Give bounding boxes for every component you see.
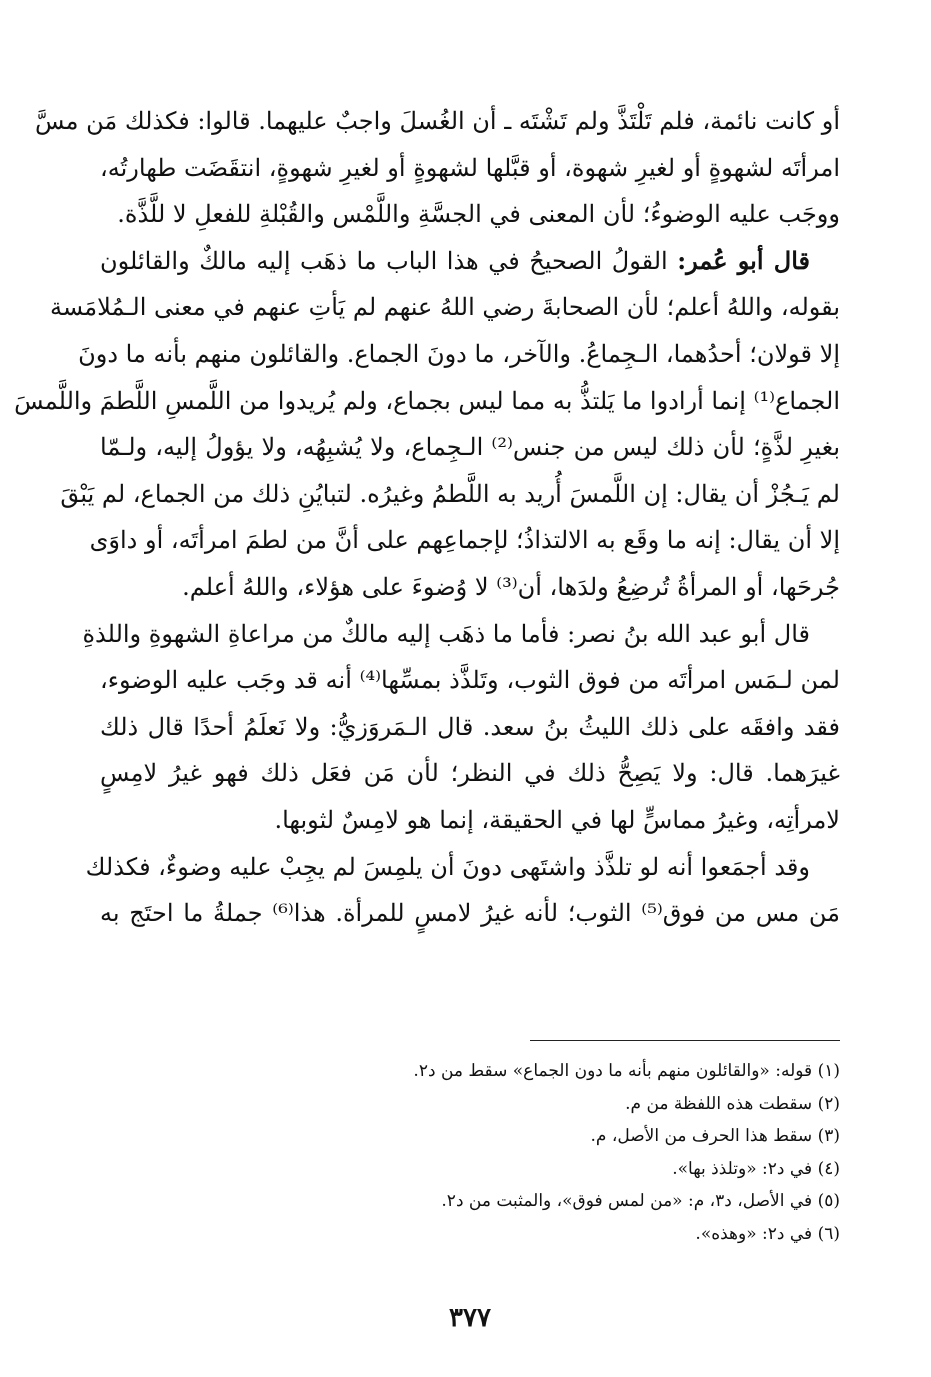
text-line-2: امرأتَه لشهوةٍ أو لغيرِ شهوة، أو قبَّلها لشهوةٍ أو لغيرِ شهوةٍ، انتقَضَت طهارتُه، <box>100 153 840 182</box>
main-text <box>14 98 841 937</box>
text-line-18: مَن مس من فوق⁽⁵⁾ الثوب؛ لأنه غيرُ لامسٍ للمرأة. هذا⁽⁶⁾ جملةُ ما احتَج به <box>100 899 841 928</box>
footnote-1: (١) قوله: «والقائلون منهم بأنه ما دون الجماع» سقط من د٢. <box>413 1061 840 1081</box>
text-line-14: فقد وافقَه على ذلك الليثُ بنُ سعد. قال الـمَروَزيُّ: ولا نَعلَمُ أحدًا قال ذلك <box>100 712 840 741</box>
text-line-1: أو كانت نائمة، فلم تَلْتَذَّ ولم تَشْتَه ـ أن الغُسلَ واجبٌ عليهما. قالوا: فكذلك مَن مسَّ <box>35 107 840 135</box>
text-line-3: ووجَب عليه الوضوءُ؛ لأن المعنى في الجسَّةِ واللَّمْس والقُبْلةِ للفعلِ لا للَّذَّة. <box>117 200 840 229</box>
text-line-12: قال أبو عبد الله بنُ نصر: فأما ما ذهَب إليه مالكٌ من مراعاةِ الشهوةِ واللذةِ <box>82 619 810 648</box>
footnotes <box>360 1055 840 1250</box>
footnote-3: (٣) سقط هذا الحرف من الأصل، م. <box>590 1126 840 1146</box>
page-number: ٣٧٧ <box>449 1303 491 1333</box>
text-line-10: إلا أن يقال: إنه ما وقَع به الالتذاذُ؛ لإجماعِهم على أنَّ من لطمَ امرأتَه، أو داوَى <box>89 526 840 555</box>
text-line-8: بغيرِ لذَّةٍ؛ لأن ذلك ليس من جنس⁽²⁾ الـجِماع، ولا يُشبِهُه، ولا يؤولُ إليه، ولـمّا <box>100 433 840 462</box>
speaker-lead: قال أبو عُمر: <box>677 245 810 275</box>
text-line-11: جُرحَها، أو المرأةُ تُرضِعُ ولدَها، أن⁽³⁾ لا وُضوءَ على هؤلاء، واللهُ أعلم. <box>182 572 840 601</box>
text-line-4: قال أبو عُمر: القولُ الصحيحُ في هذا الباب ما ذهَب إليه مالكٌ والقائلون <box>100 245 810 275</box>
text-line-13: لمن لـمَس امرأتَه من فوق الثوب، وتَلذَّذ بمسِّها⁽⁴⁾ أنه قد وجَب عليه الوضوء، <box>100 666 840 695</box>
text-line-16: لامرأتِه، وغيرُ مماسٍّ لها في الحقيقة، إنما هو لامِسٌ لثوبها. <box>274 805 840 834</box>
text-line-5: بقوله، واللهُ أعلم؛ لأن الصحابةَ رضي اللهُ عنهم لم يَأتِ عنهم في معنى الـمُلامَسة <box>50 293 840 322</box>
text-line-17: وقد أجمَعوا أنه لو تلذَّذ واشتَهى دونَ أن يلمِسَ لم يجِبْ عليه وضوءٌ، فكذلك <box>85 852 810 881</box>
text-line-15: غيرَهما. قال: ولا يَصِحُّ ذلك في النظر؛ لأن مَن فعَل ذلك فهو غيرُ لامِسٍ <box>100 759 840 788</box>
text-line-6: إلا قولان؛ أحدُهما، الـجِماعُ. والآخر، ما دونَ الجماع. والقائلون منهم بأنه ما دونَ <box>78 339 840 368</box>
footnote-divider <box>530 1040 840 1041</box>
footnote-4: (٤) في د٢: «وتلذذ بها». <box>672 1158 840 1179</box>
text-line-7: الجماع⁽¹⁾ إنما أرادوا ما يَلتذُّ به مما ليس بجماع، ولم يُريدوا من اللَّمسِ اللَّطمَ واللَّمسَ <box>14 386 840 415</box>
footnote-2: (٢) سقطت هذه اللفظة من م. <box>625 1093 840 1114</box>
footnote-6: (٦) في د٢: «وهذه». <box>695 1223 840 1244</box>
text-line-9: لم يَـجُزْ أن يقال: إن اللَّمسَ أُريد به اللَّطمُ وغيرُه. لتبايُنِ ذلك من الجماع، لم يَبْقَ <box>60 479 840 508</box>
footnote-5: (٥) في الأصل، د٣، م: «من لمس فوق»، والمثبت من د٢. <box>441 1191 840 1211</box>
